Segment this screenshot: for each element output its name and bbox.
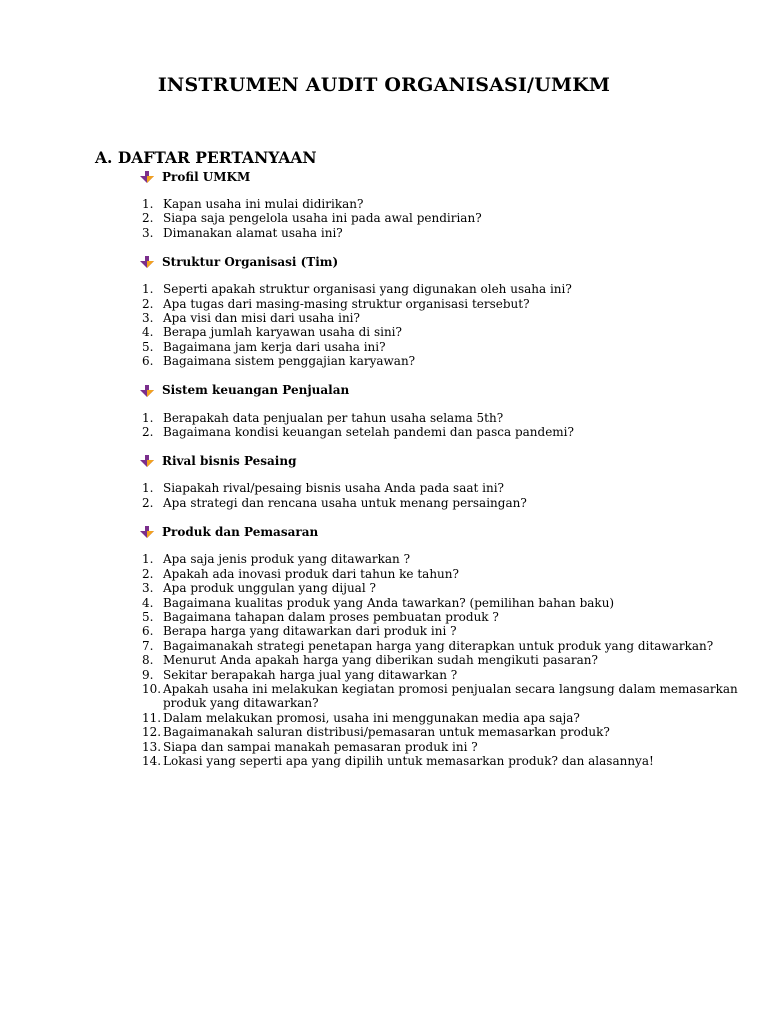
question-item xyxy=(138,211,748,225)
question-number: 3. xyxy=(142,581,154,596)
question-item xyxy=(138,624,748,638)
question-text: Apakah ada inovasi produk dari tahun ke tahun? xyxy=(163,566,459,581)
question-text: Berapa harga yang ditawarkan dari produk ini ? xyxy=(163,624,457,639)
question-text: Apa tugas dari masing-masing struktur organisasi tersebut? xyxy=(163,296,530,311)
group-title xyxy=(138,169,748,185)
question-list xyxy=(138,411,748,440)
question-number: 2. xyxy=(142,425,154,440)
question-text: Bagaimanakah strategi penetapan harga yang diterapkan untuk produk yang ditawarkan? xyxy=(163,638,714,653)
question-item xyxy=(138,711,748,725)
question-text: Berapakah data penjualan per tahun usaha selama 5th? xyxy=(163,410,504,425)
group-title-label: Profil UMKM xyxy=(162,169,251,184)
question-item xyxy=(138,610,748,624)
question-text: Siapakah rival/pesaing bisnis usaha Anda pada saat ini? xyxy=(163,481,504,496)
group-title-label: Rival bisnis Pesaing xyxy=(162,454,297,469)
group-title-label: Produk dan Pemasaran xyxy=(162,525,319,540)
question-item xyxy=(138,668,748,682)
question-item xyxy=(138,496,748,510)
question-item xyxy=(138,297,748,311)
question-text: Kapan usaha ini mulai didirikan? xyxy=(163,197,364,211)
question-list xyxy=(138,552,748,768)
question-number: 10. xyxy=(142,681,162,696)
question-number: 6. xyxy=(142,354,154,369)
question-item xyxy=(138,653,748,667)
question-text: Bagaimana tahapan dalam proses pembuatan produk ? xyxy=(163,609,499,624)
question-text: Menurut Anda apakah harga yang diberikan sudah mengikuti pasaran? xyxy=(163,653,598,668)
question-number: 6. xyxy=(142,624,154,639)
question-item xyxy=(138,481,748,495)
question-list xyxy=(138,481,748,510)
question-number: 3. xyxy=(142,225,154,240)
question-group xyxy=(138,169,748,240)
group-title xyxy=(138,383,748,399)
question-text: Seperti apakah struktur organisasi yang digunakan oleh usaha ini? xyxy=(163,282,572,297)
question-text: Apakah usaha ini melakukan kegiatan promosi penjualan secara langsung dalam memasarkan produk yang ditawarkan? xyxy=(163,681,738,711)
question-number: 2. xyxy=(142,211,154,226)
question-number: 1. xyxy=(142,552,154,567)
question-content xyxy=(138,169,748,782)
question-text: Dalam melakukan promosi, usaha ini menggunakan media apa saja? xyxy=(163,710,580,725)
question-group xyxy=(138,383,748,440)
question-item xyxy=(138,311,748,325)
group-title xyxy=(138,524,748,540)
question-item xyxy=(138,596,748,610)
question-item xyxy=(138,581,748,595)
question-item xyxy=(138,682,748,711)
question-number: 1. xyxy=(142,197,154,211)
question-text: Apa produk unggulan yang dijual ? xyxy=(163,581,376,596)
question-text: Bagaimanakah saluran distribusi/pemasaran untuk memasarkan produk? xyxy=(163,725,610,740)
question-text: Apa visi dan misi dari usaha ini? xyxy=(163,311,360,326)
question-text: Bagaimana kualitas produk yang Anda tawarkan? (pemilihan bahan baku) xyxy=(163,595,615,610)
question-item xyxy=(138,425,748,439)
group-title xyxy=(138,254,748,270)
question-number: 9. xyxy=(142,667,154,682)
question-number: 1. xyxy=(142,410,154,425)
question-text: Lokasi yang seperti apa yang dipilih untuk memasarkan produk? dan alasannya! xyxy=(163,753,654,768)
question-item xyxy=(138,411,748,425)
question-list xyxy=(138,282,748,368)
down-arrow-bullet-icon xyxy=(140,171,154,183)
group-title xyxy=(138,453,748,469)
question-number: 7. xyxy=(142,638,154,653)
question-item xyxy=(138,567,748,581)
question-item xyxy=(138,354,748,368)
down-arrow-bullet-icon xyxy=(140,385,154,397)
question-item xyxy=(138,325,748,339)
question-number: 2. xyxy=(142,566,154,581)
question-item xyxy=(138,226,748,240)
question-group xyxy=(138,453,748,510)
question-number: 5. xyxy=(142,339,154,354)
question-number: 4. xyxy=(142,325,154,340)
question-item xyxy=(138,740,748,754)
question-text: Siapa saja pengelola usaha ini pada awal pendirian? xyxy=(163,211,482,226)
question-number: 13. xyxy=(142,739,162,754)
group-title-label: Struktur Organisasi (Tim) xyxy=(162,255,339,270)
down-arrow-bullet-icon xyxy=(140,526,154,538)
question-item xyxy=(138,639,748,653)
question-number: 1. xyxy=(142,481,154,496)
question-item xyxy=(138,552,748,566)
down-arrow-bullet-icon xyxy=(140,256,154,268)
document-title: INSTRUMEN AUDIT ORGANISASI/UMKM xyxy=(157,74,611,96)
question-text: Bagaimana sistem penggajian karyawan? xyxy=(163,354,416,369)
section-heading: A. DAFTAR PERTANYAAN xyxy=(95,148,317,167)
question-item xyxy=(138,340,748,354)
question-text: Bagaimana kondisi keuangan setelah pandemi dan pasca pandemi? xyxy=(163,425,574,440)
question-item xyxy=(138,754,748,768)
question-number: 14. xyxy=(142,753,162,768)
question-number: 11. xyxy=(142,710,162,725)
question-group xyxy=(138,524,748,768)
question-item xyxy=(138,282,748,296)
question-number: 8. xyxy=(142,653,154,668)
question-text: Dimanakan alamat usaha ini? xyxy=(163,225,343,240)
question-number: 12. xyxy=(142,725,162,740)
group-title-label: Sistem keuangan Penjualan xyxy=(162,383,350,398)
question-number: 1. xyxy=(142,282,154,297)
question-item xyxy=(138,725,748,739)
question-number: 4. xyxy=(142,595,154,610)
question-text: Apa strategi dan rencana usaha untuk menang persaingan? xyxy=(163,495,527,510)
question-item xyxy=(138,197,748,211)
question-text: Sekitar berapakah harga jual yang ditawarkan ? xyxy=(163,667,458,682)
question-number: 3. xyxy=(142,311,154,326)
question-text: Bagaimana jam kerja dari usaha ini? xyxy=(163,339,386,354)
question-text: Berapa jumlah karyawan usaha di sini? xyxy=(163,325,402,340)
question-group xyxy=(138,254,748,368)
question-number: 2. xyxy=(142,296,154,311)
question-number: 2. xyxy=(142,495,154,510)
down-arrow-bullet-icon xyxy=(140,455,154,467)
question-text: Apa saja jenis produk yang ditawarkan ? xyxy=(163,552,411,567)
question-number: 5. xyxy=(142,609,154,624)
question-list xyxy=(138,197,748,240)
question-text: Siapa dan sampai manakah pemasaran produk ini ? xyxy=(163,739,478,754)
